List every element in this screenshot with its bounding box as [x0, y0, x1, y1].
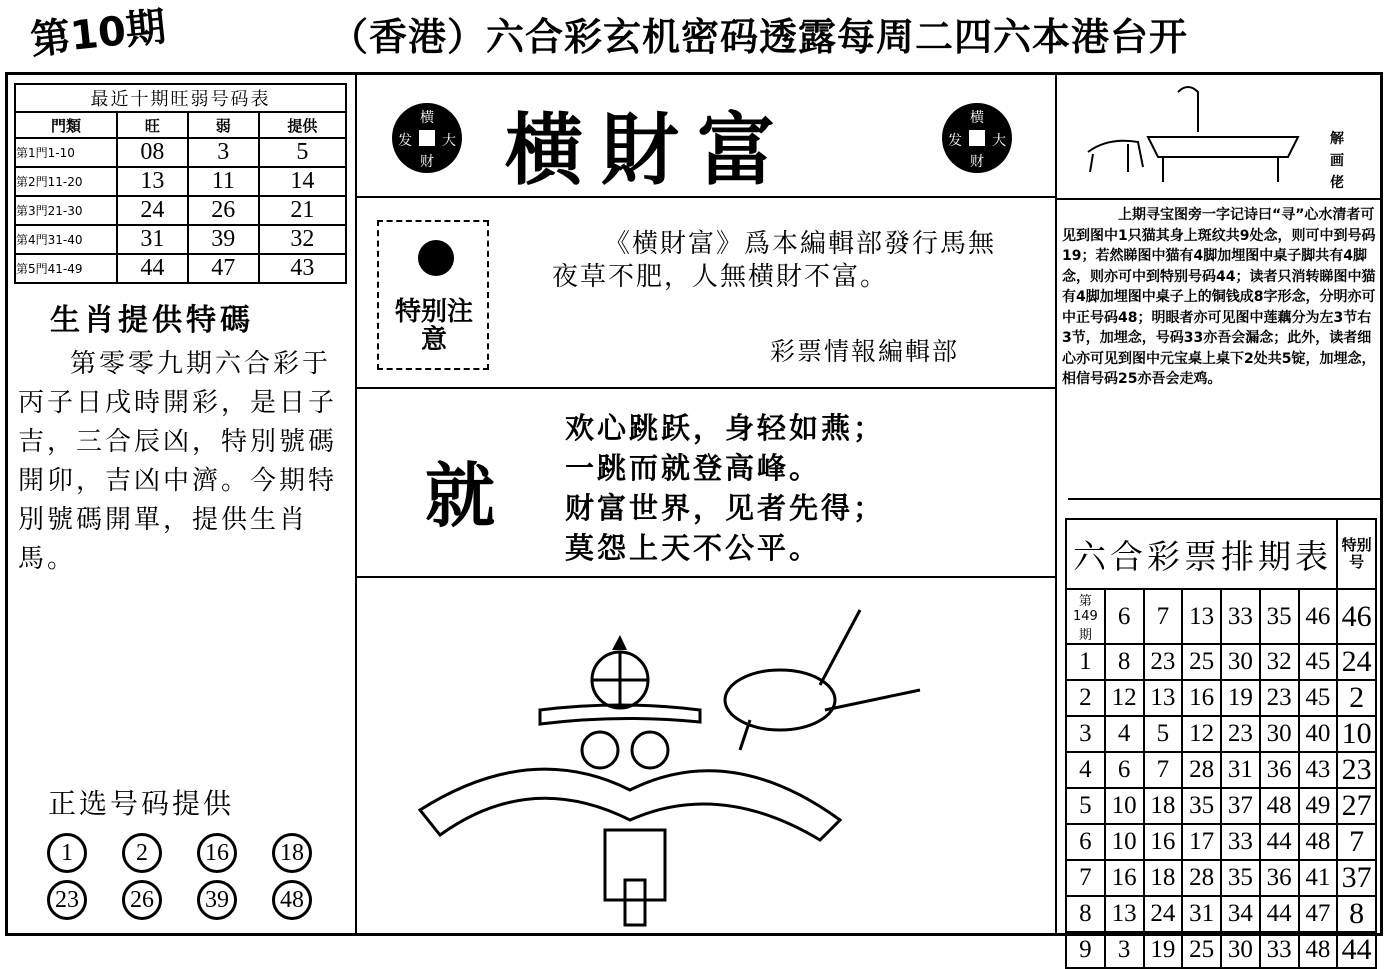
bomb-icon — [418, 240, 454, 276]
divider — [357, 576, 1055, 578]
table-cell: 30 — [1221, 644, 1260, 680]
table-cell: 37 — [1337, 860, 1376, 896]
table-cell: 24 — [1337, 644, 1376, 680]
table-cell: 6 — [1105, 752, 1144, 788]
table-cell: 7 — [1144, 752, 1183, 788]
table-cell: 41 — [1299, 860, 1338, 896]
table-row — [1066, 860, 1376, 896]
table-cell: 37 — [1221, 788, 1260, 824]
table-cell: 第2門11-20 — [15, 167, 117, 196]
table-cell: 44 — [1260, 824, 1299, 860]
coin-char: 大 — [992, 133, 1006, 149]
table-row — [1066, 896, 1376, 932]
table-cell: 48 — [1260, 788, 1299, 824]
table-cell: 1 — [1066, 644, 1105, 680]
table-row — [1066, 788, 1376, 824]
coin-char: 大 — [442, 133, 456, 149]
table-cell: 34 — [1221, 896, 1260, 932]
table-cell: 44 — [1337, 932, 1376, 968]
pick-number-ball: 48 — [272, 880, 312, 920]
table-cell: 44 — [1260, 896, 1299, 932]
table-cell: 18 — [1144, 860, 1183, 896]
coin-char: 横 — [970, 110, 984, 126]
poem-line: 一跳而就登高峰。 — [565, 451, 822, 485]
table-cell: 47 — [1299, 896, 1338, 932]
special-header: 特别号 — [1337, 519, 1376, 589]
zodiac-title: 生肖提供特碼 — [50, 303, 254, 338]
table-row — [15, 167, 346, 196]
table-row — [15, 225, 346, 254]
table-cell: 10 — [1105, 824, 1144, 860]
pick-number-ball: 1 — [47, 833, 87, 873]
table-cell: 33 — [1260, 932, 1299, 968]
riddle-text: 上期寻宝图旁一字记诗曰“寻”心水清者可见到图中1只猫其身上斑纹共9处念，则可中到号码19；若然睇图中猫有4脚加埋图中桌子脚共有4脚念，则亦可中到特别号码44；读者只消转睇图中猫有4脚加埋图中桌子上的铜钱成8字形念，分明亦可中正号码48；明眼者亦可见图中莲藕分为左3节右3节，加埋念，号码33亦吾会漏念；此外，读者细心亦可见到图中元宝桌上桌下2处共5锭，加埋念，相信号码25亦吾会走鸡。 — [1062, 207, 1376, 387]
table-cell: 16 — [1182, 680, 1221, 716]
table-cell: 11 — [188, 167, 259, 196]
table-cell: 12 — [1105, 680, 1144, 716]
table-cell: 25 — [1182, 932, 1221, 968]
table-cell: 第4門31-40 — [15, 225, 117, 254]
poem-line: 财富世界，见者先得； — [565, 491, 886, 525]
table-row — [1066, 752, 1376, 788]
issue-number: 第10期 — [28, 4, 169, 64]
table-cell: 19 — [1144, 932, 1183, 968]
pick-number-ball: 16 — [197, 833, 237, 873]
table-cell: 32 — [259, 225, 346, 254]
table-cell: 31 — [1182, 896, 1221, 932]
pick-number-ball: 23 — [47, 880, 87, 920]
column-header: 旺 — [117, 112, 188, 138]
table-cell: 4 — [1066, 752, 1105, 788]
table-cell: 14 — [259, 167, 346, 196]
coin-char: 财 — [970, 154, 984, 170]
table-cell: 第1門1-10 — [15, 138, 117, 167]
table-cell: 35 — [1182, 788, 1221, 824]
table-cell: 39 — [188, 225, 259, 254]
pick-number-ball: 18 — [272, 833, 312, 873]
table-cell: 2 — [1066, 680, 1105, 716]
zodiac-text: 第零零九期六合彩于丙子日戌時開彩，是日子吉，三合辰凶，特別號碼開卯，吉凶中濟。今期特別號碼開單，提供生肖馬。 — [18, 349, 338, 574]
brand-title: 横財富 — [505, 105, 794, 196]
table-cell: 30 — [1221, 932, 1260, 968]
table-cell: 6 — [1105, 589, 1144, 644]
divider — [1068, 498, 1383, 500]
table-caption: 最近十期旺弱号码表 — [15, 84, 346, 112]
table-cell: 30 — [1260, 716, 1299, 752]
table-cell: 47 — [188, 254, 259, 283]
table-cell: 46 — [1337, 589, 1376, 644]
table-cell: 16 — [1144, 824, 1183, 860]
table-cell: 46 — [1299, 589, 1338, 644]
column-header: 提供 — [259, 112, 346, 138]
table-cell: 21 — [259, 196, 346, 225]
table-cell: 48 — [1299, 932, 1338, 968]
table-cell: 23 — [1337, 752, 1376, 788]
table-row — [1066, 644, 1376, 680]
coin-icon — [392, 103, 462, 173]
picks-title: 正选号码提供 — [48, 787, 235, 820]
notice-text: 《横財富》爲本編輯部發行馬無夜草不肥，人無横財不富。 — [552, 229, 997, 292]
table-cell: 8 — [1105, 644, 1144, 680]
poem-line: 欢心跳跃，身轻如燕； — [565, 411, 886, 445]
table-cell: 18 — [1144, 788, 1183, 824]
table-cell: 28 — [1182, 752, 1221, 788]
table-cell: 8 — [1337, 896, 1376, 932]
table-cell: 40 — [1299, 716, 1338, 752]
table-cell: 43 — [1299, 752, 1338, 788]
table-cell: 33 — [1221, 824, 1260, 860]
solver-label: 解画佬 — [1330, 131, 1344, 191]
coin-char: 财 — [420, 154, 434, 170]
table-row — [15, 254, 346, 283]
table-cell: 9 — [1066, 932, 1105, 968]
table-cell: 43 — [259, 254, 346, 283]
table-cell: 13 — [1105, 896, 1144, 932]
table-row — [1066, 824, 1376, 860]
table-cell: 23 — [1260, 680, 1299, 716]
table-cell: 2 — [1337, 680, 1376, 716]
table-row — [1066, 680, 1376, 716]
table-cell: 10 — [1337, 716, 1376, 752]
poem-line: 莫怨上天不公平。 — [565, 531, 822, 565]
table-cell: 7 — [1066, 860, 1105, 896]
table-row — [1066, 716, 1376, 752]
table-cell: 10 — [1105, 788, 1144, 824]
pick-number-ball: 26 — [122, 880, 162, 920]
pick-number-ball: 39 — [197, 880, 237, 920]
table-cell: 7 — [1337, 824, 1376, 860]
table-cell: 33 — [1221, 589, 1260, 644]
schedule-title: 六合彩票排期表 — [1066, 519, 1337, 589]
table-cell: 31 — [1221, 752, 1260, 788]
table-cell: 31 — [117, 225, 188, 254]
table-cell: 13 — [1144, 680, 1183, 716]
table-cell: 5 — [1144, 716, 1183, 752]
table-cell: 17 — [1182, 824, 1221, 860]
coin-char: 发 — [948, 133, 962, 149]
table-cell: 3 — [188, 138, 259, 167]
table-cell: 36 — [1260, 752, 1299, 788]
table-cell: 23 — [1221, 716, 1260, 752]
notice-label: 特别注意 — [394, 297, 473, 355]
table-cell: 19 — [1221, 680, 1260, 716]
table-cell: 35 — [1221, 860, 1260, 896]
divider — [1055, 75, 1057, 935]
table-cell: 36 — [1260, 860, 1299, 896]
table-cell: 16 — [1105, 860, 1144, 896]
coin-char: 发 — [398, 133, 412, 149]
table-row — [15, 138, 346, 167]
table-cell: 08 — [117, 138, 188, 167]
table-cell: 49 — [1299, 788, 1338, 824]
table-cell: 28 — [1182, 860, 1221, 896]
headline: （香港）六合彩玄机密码透露每周二四六本港台开 — [330, 14, 1189, 59]
schedule-table — [1065, 518, 1377, 969]
coin-icon — [942, 103, 1012, 173]
divider — [1057, 198, 1383, 200]
table-row — [1066, 589, 1376, 644]
table-row — [15, 196, 346, 225]
table-cell: 13 — [117, 167, 188, 196]
table-cell: 45 — [1299, 680, 1338, 716]
table-cell: 48 — [1299, 824, 1338, 860]
table-cell: 44 — [117, 254, 188, 283]
divider — [357, 387, 1055, 389]
table-cell: 第3門21-30 — [15, 196, 117, 225]
table-cell: 8 — [1066, 896, 1105, 932]
table-cell: 26 — [188, 196, 259, 225]
poem — [565, 408, 885, 568]
table-cell: 3 — [1066, 716, 1105, 752]
coin-char: 横 — [420, 110, 434, 126]
table-cell: 13 — [1182, 589, 1221, 644]
table-cell: 5 — [1066, 788, 1105, 824]
table-cell: 32 — [1260, 644, 1299, 680]
table-cell: 27 — [1337, 788, 1376, 824]
table-cell: 3 — [1105, 932, 1144, 968]
table-cell: 7 — [1144, 589, 1183, 644]
table-cell: 第5門41-49 — [15, 254, 117, 283]
table-cell: 45 — [1299, 644, 1338, 680]
table-cell: 24 — [1144, 896, 1183, 932]
cat-table-illustration — [1068, 82, 1318, 192]
table-cell: 35 — [1260, 589, 1299, 644]
table-cell: 25 — [1182, 644, 1221, 680]
pick-number-ball: 2 — [122, 833, 162, 873]
notice-signature: 彩票情報編輯部 — [770, 337, 960, 366]
table-cell: 4 — [1105, 716, 1144, 752]
divider — [355, 75, 357, 935]
table-cell: 5 — [259, 138, 346, 167]
riddle-illustration — [380, 590, 1040, 930]
table-cell: 第149期 — [1066, 589, 1105, 644]
column-header: 門類 — [15, 112, 117, 138]
table-cell: 24 — [117, 196, 188, 225]
table-cell: 23 — [1144, 644, 1183, 680]
column-header: 弱 — [188, 112, 259, 138]
table-cell: 6 — [1066, 824, 1105, 860]
poem-key-char: 就 — [425, 454, 495, 537]
table-row — [1066, 932, 1376, 968]
strength-table — [14, 83, 347, 284]
table-cell: 12 — [1182, 716, 1221, 752]
